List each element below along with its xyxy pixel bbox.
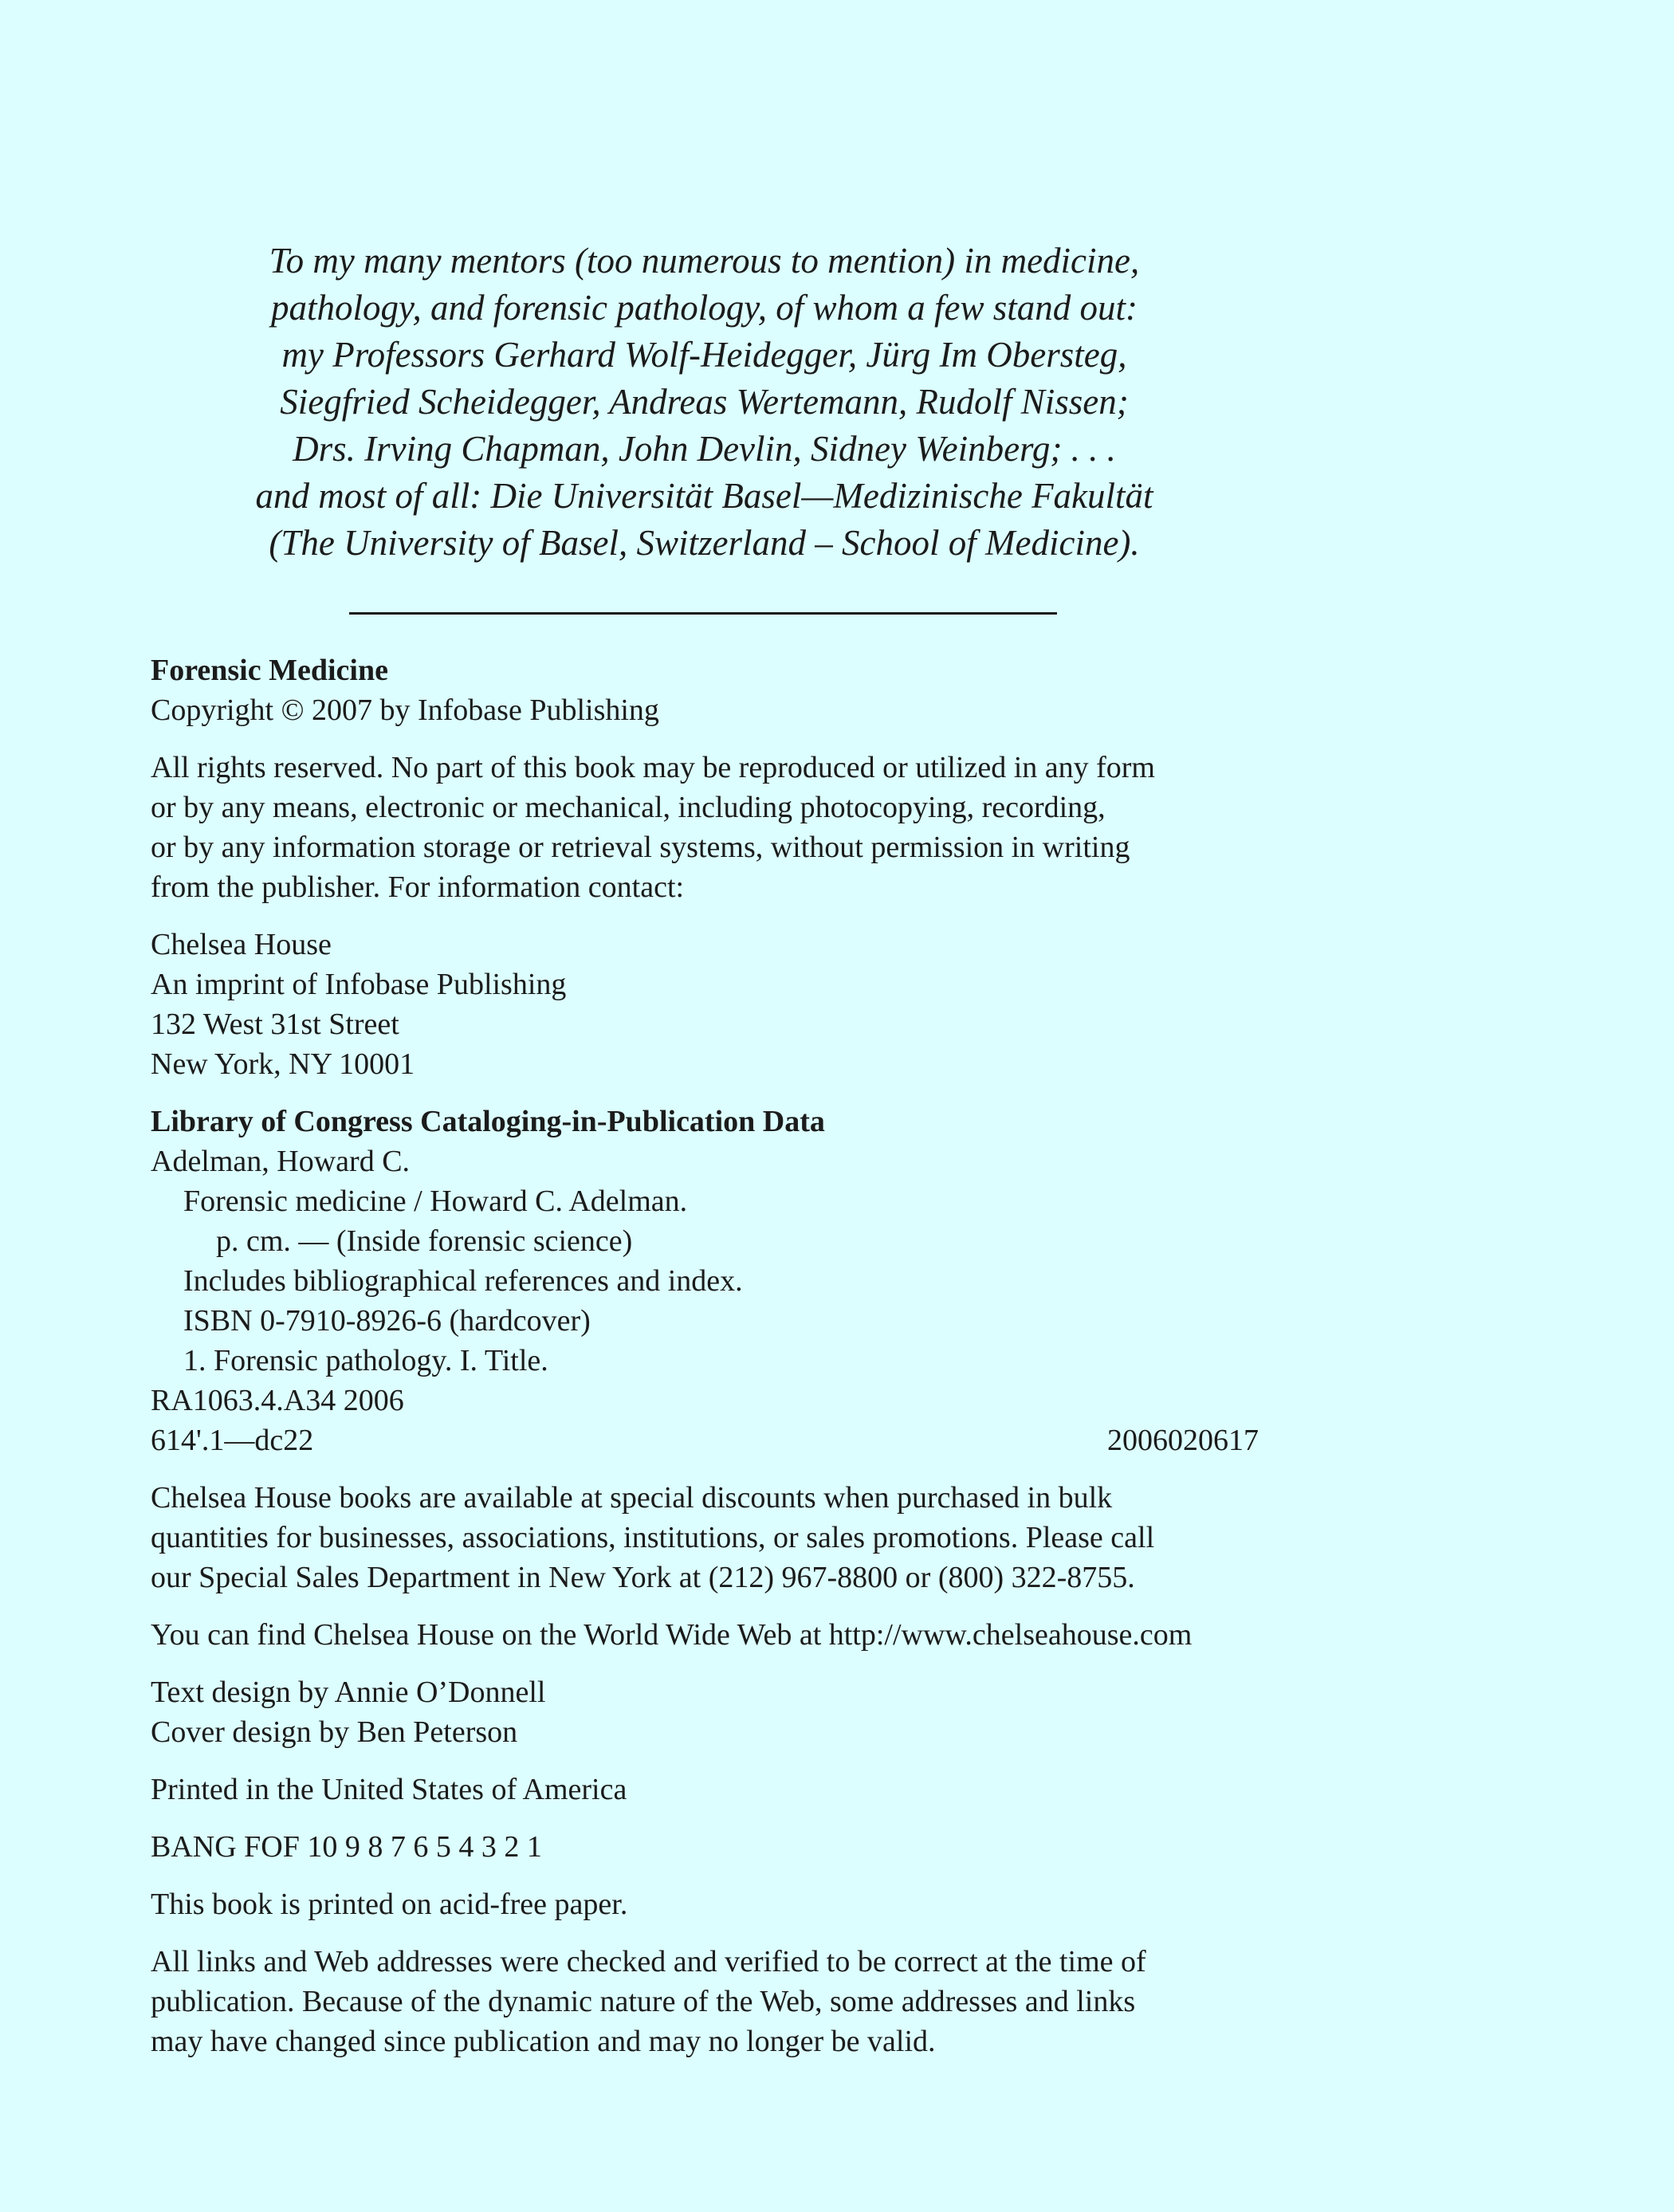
dedication-line: my Professors Gerhard Wolf-Heidegger, Jürg Im Obersteg, (281, 335, 1127, 375)
publisher-imprint: An imprint of Infobase Publishing (151, 968, 567, 1001)
dedication-line: Drs. Irving Chapman, John Devlin, Sidney Weinberg; . . . (293, 429, 1116, 469)
rights-line: All rights reserved. No part of this book may be reproduced or utilized in any form (151, 751, 1155, 784)
rights-line: or by any information storage or retrieval systems, without permission in writing (151, 831, 1130, 864)
print-line: BANG FOF 10 9 8 7 6 5 4 3 2 1 (151, 1830, 542, 1864)
web-line: You can find Chelsea House on the World Wide Web at http://www.chelseahouse.com (151, 1618, 1193, 1652)
divider-rule (349, 612, 1057, 615)
rights-line: from the publisher. For information contact: (151, 870, 685, 904)
design-credits (151, 1672, 1259, 1752)
publisher-city: New York, NY 10001 (151, 1047, 415, 1081)
dedication-line: (The University of Basel, Switzerland – School of Medicine). (269, 523, 1140, 563)
links-line: publication. Because of the dynamic nature of the Web, some addresses and links (151, 1985, 1136, 2018)
rights-paragraph (151, 748, 1259, 907)
cip-dewey: 614'.1—dc22 (151, 1424, 314, 1457)
print-line-paragraph (151, 1827, 1259, 1867)
dedication-line: Siegfried Scheidegger, Andreas Wertemann, Rudolf Nissen; (280, 382, 1129, 422)
sales-line: Chelsea House books are available at special discounts when purchased in bulk (151, 1481, 1113, 1515)
publisher-street: 132 West 31st Street (151, 1008, 399, 1041)
book-title: Forensic Medicine (151, 654, 388, 687)
web-paragraph (151, 1615, 1259, 1655)
cip-title: Forensic medicine / Howard C. Adelman. (183, 1185, 688, 1218)
cip-notes: Includes bibliographical references and index. (183, 1264, 743, 1298)
publisher-address (151, 925, 1259, 1084)
text-design-credit: Text design by Annie O’Donnell (151, 1676, 546, 1709)
cip-heading: Library of Congress Cataloging-in-Publication Data (151, 1105, 825, 1138)
cip-data (151, 1102, 1259, 1460)
cip-lccn: 2006020617 (1107, 1424, 1259, 1457)
cip-isbn: ISBN 0-7910-8926-6 (hardcover) (183, 1304, 591, 1338)
publisher-name: Chelsea House (151, 928, 332, 961)
copyright-line: Copyright © 2007 by Infobase Publishing (151, 693, 659, 727)
links-paragraph (151, 1942, 1259, 2061)
dedication-line: pathology, and forensic pathology, of whom a few stand out: (270, 288, 1138, 328)
cover-design-credit: Cover design by Ben Peterson (151, 1715, 518, 1749)
cip-series: p. cm. — (Inside forensic science) (216, 1224, 633, 1258)
acid-free-line: This book is printed on acid-free paper. (151, 1888, 628, 1921)
printed-line: Printed in the United States of America (151, 1773, 627, 1806)
title-block (151, 650, 1259, 730)
cip-author: Adelman, Howard C. (151, 1145, 411, 1178)
sales-line: our Special Sales Department in New York at (212) 967-8800 or (800) 322-8755. (151, 1561, 1135, 1594)
dedication-line: and most of all: Die Universität Basel—Medizinische Fakultät (255, 476, 1153, 516)
sales-paragraph (151, 1478, 1259, 1597)
cip-subjects: 1. Forensic pathology. I. Title. (183, 1344, 548, 1377)
printed-paragraph (151, 1770, 1259, 1809)
acid-free-paragraph (151, 1884, 1259, 1924)
links-line: All links and Web addresses were checked and verified to be correct at the time of (151, 1945, 1146, 1978)
cip-dewey-row (151, 1420, 1259, 1460)
dedication (0, 238, 1409, 567)
cip-lc-class: RA1063.4.A34 2006 (151, 1384, 404, 1417)
sales-line: quantities for businesses, associations, institutions, or sales promotions. Please call (151, 1521, 1155, 1554)
rights-line: or by any means, electronic or mechanical, including photocopying, recording, (151, 791, 1106, 824)
links-line: may have changed since publication and may no longer be valid. (151, 2025, 936, 2058)
dedication-line: To my many mentors (too numerous to mention) in medicine, (269, 241, 1140, 281)
copyright-page (151, 650, 1259, 2079)
